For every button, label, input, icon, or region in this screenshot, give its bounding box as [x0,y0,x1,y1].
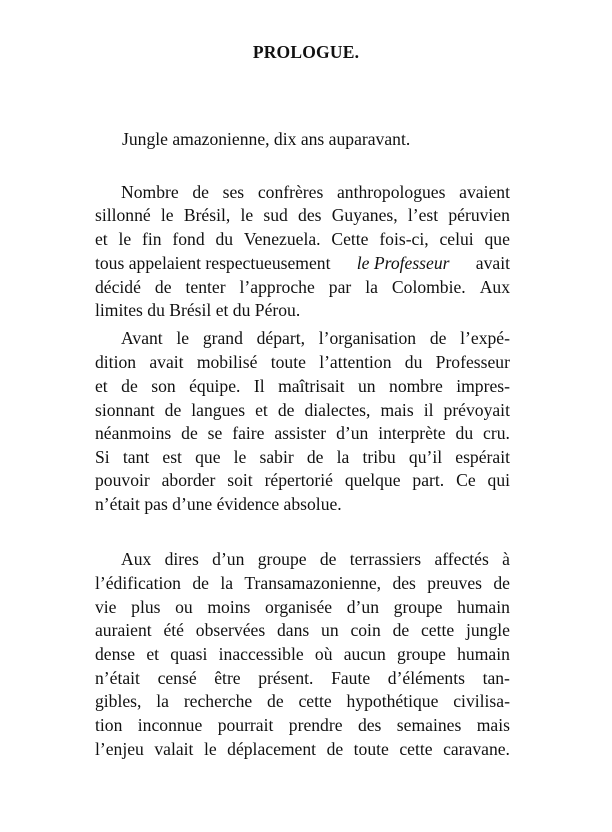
word: départ, [256,328,305,348]
word: été [163,620,184,640]
word: Brésil, [183,205,231,225]
word: n’était [95,668,140,688]
word: civilisa- [453,691,510,711]
word: la [336,447,350,467]
word: d’un [336,423,369,443]
word: mais [380,400,414,420]
chapter-title: PROLOGUE. [252,42,360,62]
word: de [306,447,324,467]
word: et [95,229,108,249]
word: de [181,423,198,443]
word: cette [420,620,455,640]
word: soit [227,470,253,490]
word: recherche [183,691,253,711]
word: Colombie. [391,277,466,297]
word: du [404,352,423,372]
word: Il [253,376,265,396]
word: mobilisé [196,352,258,372]
word: des [298,205,322,225]
word: qu’il [408,447,443,467]
word: des [392,573,416,593]
word: groupe [257,549,307,569]
professeur-italic: le Professeur [356,253,450,273]
paragraph-3-line-5 [95,644,510,664]
word: confrères [257,182,324,202]
word: par [328,277,352,297]
word: prendre [288,715,343,735]
word: Cette [331,229,369,249]
word: le [240,205,254,225]
word: inaccessible [218,644,304,664]
word: Ce [456,470,476,490]
word: d’éléments [387,668,465,688]
word: dense [95,644,136,664]
paragraph-3-line-8 [95,715,510,735]
paragraph-3-line-1 [121,549,510,569]
word: Guyanes, [331,205,398,225]
word: fond [172,229,205,249]
word: tan- [482,668,510,688]
word: cette [298,691,332,711]
paragraph-2-line-8: n’était pas d’une évidence absolue. [95,494,342,514]
word: de [326,739,344,759]
paragraph-2-line-6 [95,447,510,467]
word: pourrait [217,715,274,735]
word: aucun [343,644,386,664]
word: d’un [212,549,245,569]
word: impres- [456,376,510,396]
word: son [151,376,176,396]
word: maîtrisait [278,376,345,396]
word: le [160,205,174,225]
word: tion [95,715,123,735]
word: Aux [121,549,152,569]
word: sud [263,205,288,225]
word: il [423,400,434,420]
word: mais [476,715,510,735]
word: dition [95,352,137,372]
word: de [392,620,410,640]
word: cette [399,739,433,759]
word: est [162,447,182,467]
word: grand [202,328,243,348]
word: des [357,715,382,735]
word: toute [270,352,306,372]
word: quelque [344,470,401,490]
word: hypothétique [346,691,439,711]
word: tant [122,447,150,467]
word: être [214,668,241,688]
word: l’édification [95,573,181,593]
word: de [192,573,209,593]
word: caravane. [443,739,510,759]
word: équipe. [189,376,241,396]
word: valait [154,739,194,759]
word: assister [274,423,327,443]
word: Venezuela. [243,229,321,249]
word: plus [131,597,161,617]
paragraph-1-line-5 [95,277,510,297]
word: la [365,277,378,297]
word: de [277,400,295,420]
word: l’enjeu [95,739,144,759]
word: de [192,182,209,202]
word: organisée [265,597,333,617]
word: néanmoins [95,423,172,443]
word: du [455,423,474,443]
word: l’est [407,205,439,225]
word: faire [232,423,265,443]
paragraph-1-line-1 [121,182,510,202]
word: jungle [466,620,510,640]
word: le [233,447,247,467]
word: Nombre [121,182,179,202]
word: de [121,376,138,396]
word: de [429,328,447,348]
paragraph-2-line-2 [95,352,510,372]
word: de [164,400,182,420]
word: part. [412,470,445,490]
word: où [314,644,333,664]
word: Si [95,447,110,467]
word: observées [195,620,266,640]
paragraph-1-line-2 [95,205,510,225]
word: interprète [378,423,446,443]
word: moins [207,597,251,617]
word: affectés [434,549,489,569]
paragraph-3-line-6 [95,668,510,688]
word: que [484,229,510,249]
word: la [220,573,234,593]
word: tribu [362,447,396,467]
word: quasi [170,644,208,664]
word: l’expé- [460,328,510,348]
word: du [215,229,234,249]
paragraph-3-line-2 [95,573,510,593]
word: le [118,229,132,249]
word: que [195,447,221,467]
line-4-text-before: tous appelaient respectueusement [95,253,331,273]
word: dires [164,549,199,569]
word: un [357,376,376,396]
paragraph-2-line-5 [95,423,510,443]
word: Avant [121,328,163,348]
word: sillonné [95,205,151,225]
word: dialectes, [304,400,371,420]
word: d’un [346,597,379,617]
word: ses [222,182,245,202]
word: Transamazonienne, [244,573,382,593]
word: l’attention [319,352,392,372]
paragraph-2-line-1 [121,328,510,348]
word: censé [157,668,197,688]
word: l’approche [239,277,315,297]
word: le [176,328,190,348]
word: humain [457,597,510,617]
word: dans [276,620,310,640]
word: ou [175,597,193,617]
word: répertorié [264,470,333,490]
word: cru. [483,423,510,443]
word: à [502,549,510,569]
word: auraient [95,620,152,640]
word: déplacement [227,739,317,759]
word: de [319,549,337,569]
word: un [321,620,339,640]
word: l’organisation [318,328,417,348]
paragraph-3-line-9 [95,739,510,759]
line-4-text-after: avait [475,253,510,273]
word: et [95,376,108,396]
word: coin [350,620,381,640]
word: vie [95,597,117,617]
word: et [146,644,160,664]
word: se [207,423,223,443]
word: sionnant [95,400,155,420]
word: pouvoir [95,470,150,490]
word: fois-ci, [379,229,429,249]
word: avait [149,352,184,372]
word: fin [142,229,162,249]
word: Faute [331,668,371,688]
word: terrassiers [349,549,422,569]
word: anthropologues [336,182,446,202]
chapter-subtitle: Jungle amazonienne, dix ans auparavant. [122,129,411,149]
word: gibles, [95,691,142,711]
word: espérait [455,447,510,467]
word: de [267,691,284,711]
word: et [255,400,268,420]
paragraph-3-line-3 [95,597,510,617]
word: décidé [95,277,141,297]
word: inconnue [137,715,203,735]
word: qui [487,470,510,490]
paragraph-3-line-4 [95,620,510,640]
paragraph-1-line-3 [95,229,510,249]
paragraph-1-line-6: limites du Brésil et du Pérou. [95,300,301,320]
word: groupe [397,644,446,664]
word: de [154,277,172,297]
word: celui [439,229,474,249]
word: langues [191,400,246,420]
paragraph-2-line-7 [95,470,510,490]
word: humain [457,644,510,664]
word: aborder [161,470,216,490]
paragraph-3-line-7 [95,691,510,711]
paragraph-1-line-4 [95,253,510,273]
word: présent. [258,668,314,688]
word: sabir [259,447,294,467]
word: de [493,573,510,593]
word: semaines [396,715,462,735]
paragraph-2-line-4 [95,400,510,420]
word: nombre [389,376,443,396]
word: toute [353,739,389,759]
word: Professeur [435,352,510,372]
word: preuves [427,573,482,593]
word: la [156,691,169,711]
word: groupe [393,597,443,617]
word: le [203,739,217,759]
paragraph-2-line-3 [95,376,510,396]
word: péruvien [448,205,510,225]
word: tenter [185,277,226,297]
word: Aux [479,277,510,297]
word: prévoyait [443,400,510,420]
word: avaient [459,182,510,202]
